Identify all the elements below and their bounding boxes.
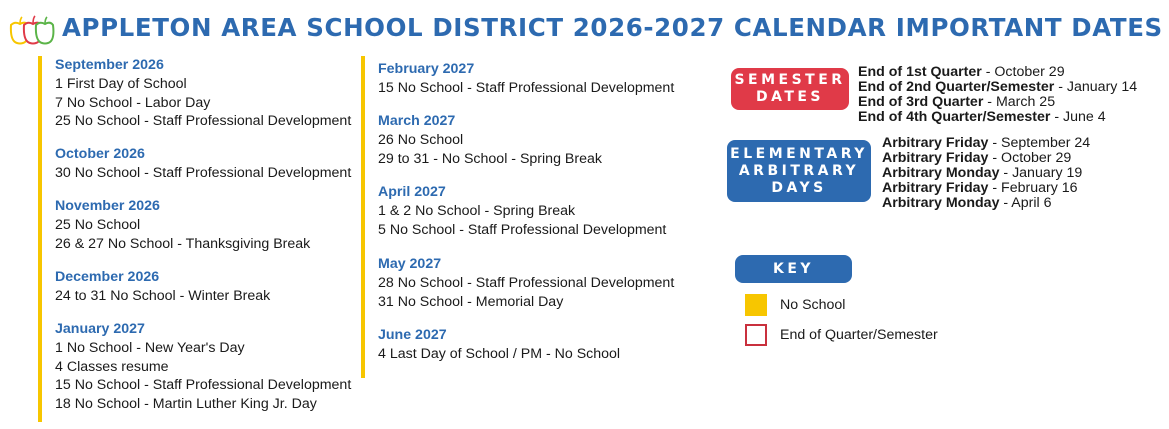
arbitrary-date: - September 24 (988, 135, 1091, 151)
month-heading: October 2026 (55, 146, 145, 162)
event-item: 1 First Day of School (55, 76, 187, 92)
month-heading: June 2027 (378, 327, 447, 343)
arbitrary-date: - April 6 (999, 195, 1052, 211)
month-heading: April 2027 (378, 184, 446, 200)
badge-text: DAYS (771, 179, 827, 196)
month-february-2027 (378, 60, 674, 98)
semester-date: - October 29 (981, 64, 1065, 80)
month-october-2026 (55, 145, 351, 183)
badge-text: KEY (772, 260, 815, 277)
end-quarter-swatch (745, 324, 767, 346)
event-item: 31 No School - Memorial Day (378, 293, 564, 310)
arbitrary-date: - February 16 (988, 180, 1078, 196)
month-heading: December 2026 (55, 269, 160, 285)
month-january-2027 (55, 320, 351, 413)
month-heading: March 2027 (378, 113, 456, 129)
month-heading: January 2027 (55, 321, 145, 337)
semester-item (858, 95, 1055, 110)
semester-label: End of 4th Quarter/Semester (858, 109, 1051, 125)
arbitrary-date: - October 29 (988, 150, 1072, 166)
badge-text: DATES (755, 89, 825, 105)
arbitrary-label: Arbitrary Friday (882, 180, 989, 196)
event-item: 1 & 2 No School - Spring Break (378, 203, 576, 219)
event-item: 25 No School - Staff Professional Development (55, 113, 352, 130)
semester-date: - January 14 (1054, 79, 1138, 95)
left-column-rule (38, 56, 42, 422)
event-item: 15 No School - Staff Professional Development (378, 80, 675, 96)
event-item: 15 No School - Staff Professional Development (55, 377, 352, 394)
event-item: 24 to 31 No School - Winter Break (55, 288, 271, 304)
arbitrary-label: Arbitrary Monday (882, 165, 1000, 181)
semester-date: - March 25 (983, 94, 1056, 110)
arbitrary-item (882, 151, 1071, 166)
badge-text: SEMESTER (734, 72, 846, 88)
event-item: 28 No School - Staff Professional Development (378, 275, 675, 291)
month-heading: February 2027 (378, 61, 475, 77)
event-item: 7 No School - Labor Day (55, 94, 211, 111)
month-june-2027 (378, 326, 620, 364)
elementary-arbitrary-days-badge (727, 140, 871, 202)
badge-text: ARBITRARY (738, 162, 860, 179)
month-december-2026 (55, 268, 270, 306)
arbitrary-label: Arbitrary Monday (882, 195, 1000, 211)
semester-label: End of 3rd Quarter (858, 94, 984, 110)
event-item: 4 Last Day of School / PM - No School (378, 346, 621, 362)
arbitrary-label: Arbitrary Friday (882, 135, 989, 151)
page-title: APPLETON AREA SCHOOL DISTRICT 2026-2027 CALENDAR IMPORTANT DATES (62, 13, 1163, 42)
arbitrary-item (882, 166, 1082, 181)
month-september-2026 (55, 56, 351, 131)
apples-logo-icon (8, 13, 56, 45)
event-item: 26 & 27 No School - Thanksgiving Break (55, 235, 311, 252)
semester-label: End of 2nd Quarter/Semester (858, 79, 1055, 95)
arbitrary-item (882, 136, 1090, 151)
arbitrary-item (882, 181, 1078, 196)
event-item: 30 No School - Staff Professional Development (55, 165, 352, 181)
semester-item (858, 65, 1065, 80)
semester-item (858, 80, 1137, 95)
semester-label: End of 1st Quarter (858, 64, 982, 80)
arbitrary-item (882, 196, 1052, 211)
month-heading: May 2027 (378, 256, 442, 272)
month-heading: September 2026 (55, 57, 164, 73)
event-item: 4 Classes resume (55, 358, 169, 375)
month-march-2027 (378, 112, 602, 168)
event-item: 5 No School - Staff Professional Development (378, 221, 667, 238)
event-item: 18 No School - Martin Luther King Jr. Day (55, 395, 317, 412)
month-november-2026 (55, 197, 310, 253)
end-quarter-label: End of Quarter/Semester (780, 327, 938, 343)
month-may-2027 (378, 255, 674, 311)
semester-dates-badge (731, 68, 849, 110)
no-school-swatch (745, 294, 767, 316)
event-item: 25 No School (55, 217, 141, 233)
no-school-label: No School (780, 297, 846, 313)
badge-text: ELEMENTARY (730, 145, 868, 162)
event-item: 29 to 31 - No School - Spring Break (378, 150, 602, 167)
arbitrary-date: - January 19 (999, 165, 1083, 181)
event-item: 26 No School (378, 132, 464, 148)
middle-column-rule (361, 56, 365, 378)
semester-date: - June 4 (1050, 109, 1106, 125)
key-badge (735, 255, 852, 283)
semester-item (858, 110, 1106, 125)
event-item: 1 No School - New Year's Day (55, 340, 245, 356)
month-heading: November 2026 (55, 198, 160, 214)
arbitrary-label: Arbitrary Friday (882, 150, 989, 166)
month-april-2027 (378, 183, 666, 239)
